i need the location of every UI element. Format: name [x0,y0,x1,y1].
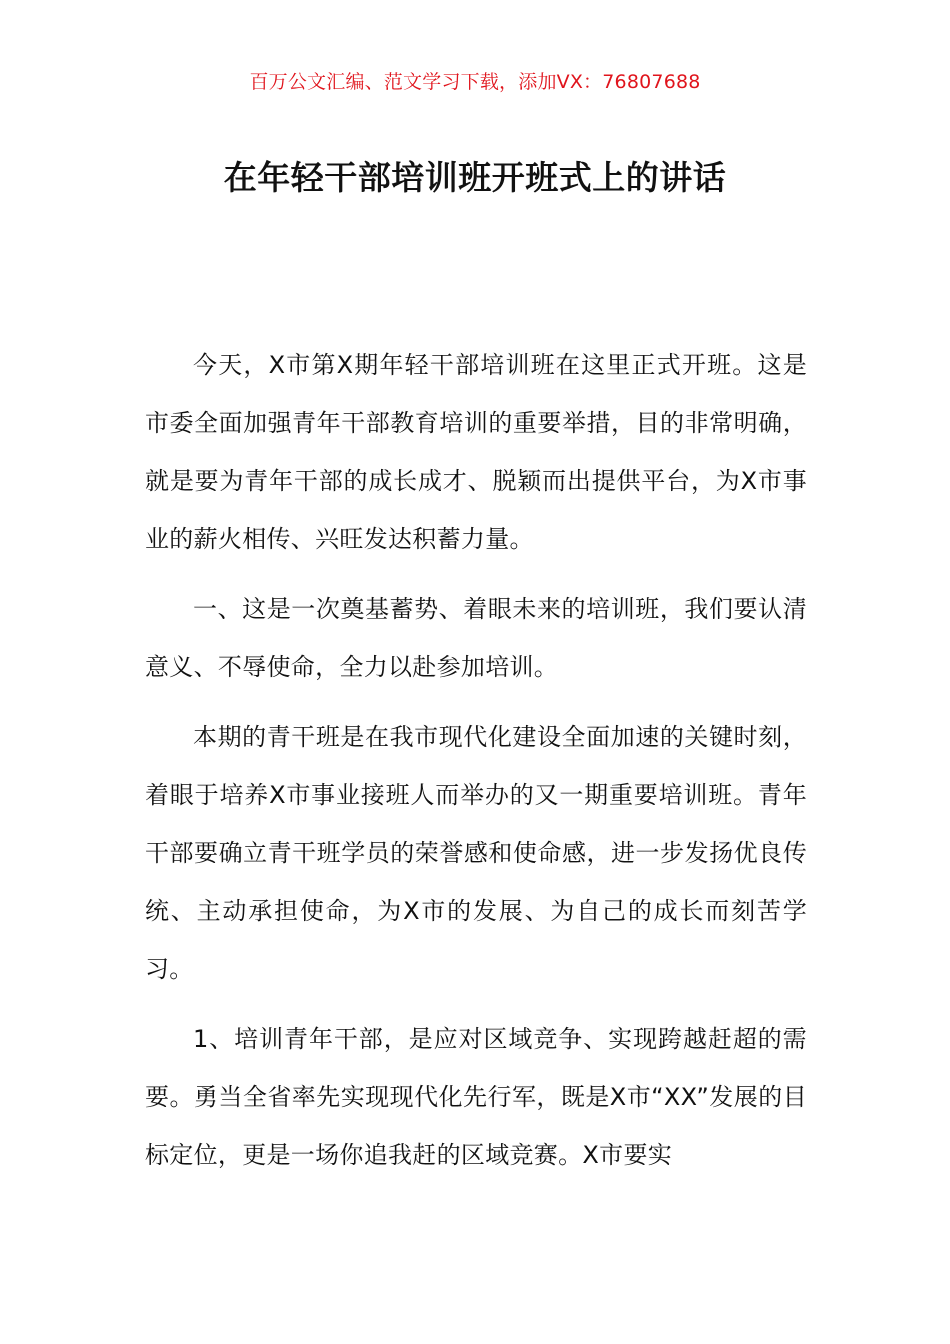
document-title: 在年轻干部培训班开班式上的讲话 [223,158,727,197]
header-watermark-note: 百万公文汇编、范文学习下载，添加VX：76807688 [249,71,701,93]
paragraph-3: 本期的青干班是在我市现代化建设全面加速的关键时刻，着眼于培养X市事业接班人而举办的又一期重要培训班。青年干部要确立青干班学员的荣誉感和使命感，进一步发扬优良传统、主动承担使命，为X市的发展、为自己的成长而刻苦学习。 [145,723,807,983]
paragraph-4: 1、培训青年干部，是应对区域竞争、实现跨越赶超的需要。勇当全省率先实现现代化先行军，既是X市“XX”发展的目标定位，更是一场你追我赶的区域竞赛。X市要实 [145,1025,807,1169]
paragraph-2: 一、这是一次奠基蓄势、着眼未来的培训班，我们要认清意义、不辱使命，全力以赴参加培训。 [145,595,807,681]
paragraph-1: 今天，X市第X期年轻干部培训班在这里正式开班。这是市委全面加强青年干部教育培训的重要举措，目的非常明确，就是要为青年干部的成长成才、脱颖而出提供平台，为X市事业的薪火相传、兴旺发达积蓄力量。 [145,351,807,553]
document-body [145,336,807,1184]
